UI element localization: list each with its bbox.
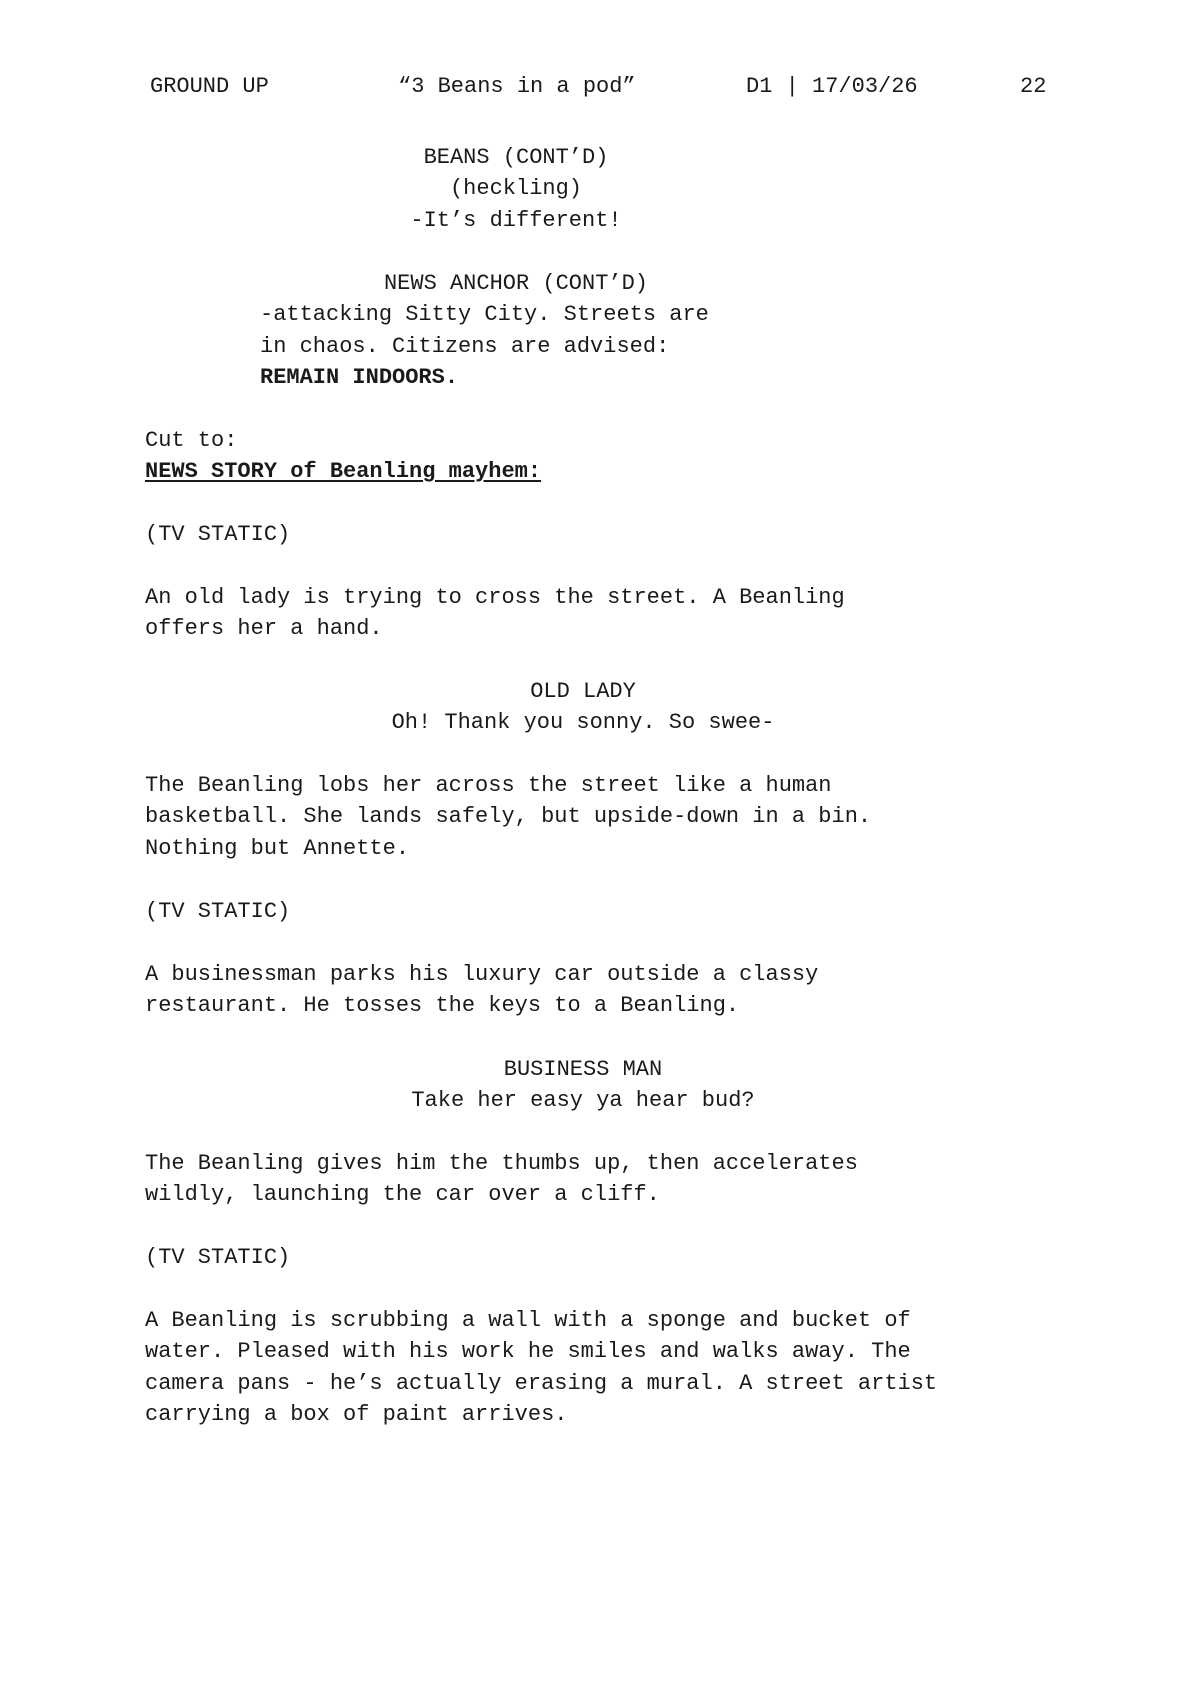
action-line: restaurant. He tosses the keys to a Beanling. (145, 993, 740, 1018)
character-name: BEANS (CONT’D) (423, 145, 609, 170)
transition-cut-to: Cut to: (145, 428, 238, 453)
action-line: Nothing but Annette. (145, 836, 410, 861)
action-line: basketball. She lands safely, but upside-down in a bin. (145, 804, 872, 829)
character-name: OLD LADY (530, 679, 636, 704)
action-line: camera pans - he’s actually erasing a mural. A street artist (145, 1371, 938, 1396)
dialogue-line: -attacking Sitty City. Streets are (260, 302, 709, 327)
dialogue-line: Oh! Thank you sonny. So swee- (391, 710, 775, 735)
action-line: An old lady is trying to cross the street. A Beanling (145, 585, 845, 610)
header-draft-date: D1 | 17/03/26 (746, 74, 918, 99)
header-episode-title: “3 Beans in a pod” (398, 74, 636, 99)
action-line: A Beanling is scrubbing a wall with a sponge and bucket of (145, 1308, 911, 1333)
action-line: The Beanling gives him the thumbs up, then accelerates (145, 1151, 858, 1176)
header-page-number: 22 (1020, 74, 1047, 99)
action-line: carrying a box of paint arrives. (145, 1402, 568, 1427)
tv-static-cue: (TV STATIC) (145, 1245, 291, 1270)
action-line: wildly, launching the car over a cliff. (145, 1182, 660, 1207)
parenthetical: (heckling) (449, 176, 583, 201)
action-line: A businessman parks his luxury car outside a classy (145, 962, 819, 987)
tv-static-cue: (TV STATIC) (145, 522, 291, 547)
dialogue-line: Take her easy ya hear bud? (411, 1088, 755, 1113)
header-show-title: GROUND UP (150, 74, 269, 99)
scene-slug: NEWS STORY of Beanling mayhem: (145, 459, 542, 484)
tv-static-cue: (TV STATIC) (145, 899, 291, 924)
dialogue-line: in chaos. Citizens are advised: (260, 334, 670, 359)
action-line: The Beanling lobs her across the street like a human (145, 773, 832, 798)
dialogue-line: -It’s different! (410, 208, 622, 233)
action-line: offers her a hand. (145, 616, 383, 641)
character-name: BUSINESS MAN (503, 1057, 663, 1082)
dialogue-emphasis: REMAIN INDOORS. (260, 365, 459, 390)
action-line: water. Pleased with his work he smiles and walks away. The (145, 1339, 911, 1364)
character-name: NEWS ANCHOR (CONT’D) (383, 271, 649, 296)
